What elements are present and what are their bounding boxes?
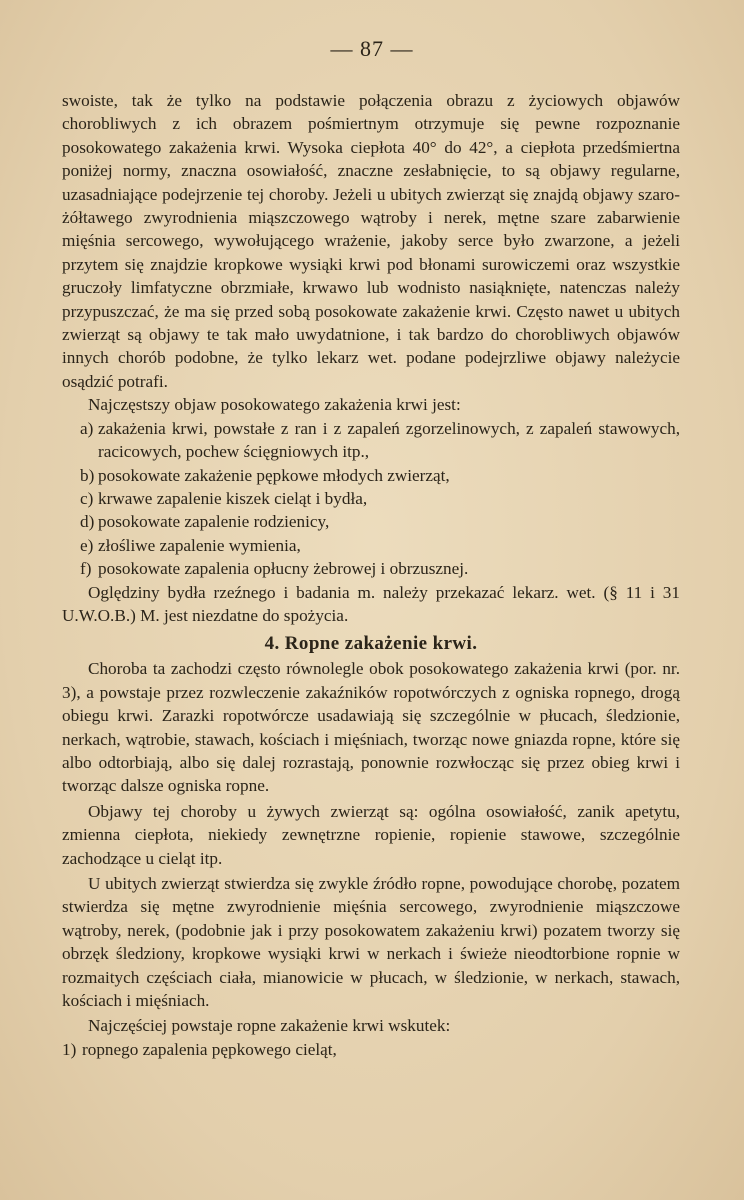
paragraph-intro: swoiste, tak że tylko na podstawie połączenia obrazu z życiowych objawów chorobliwych z ich obrazem pośmiertnym otrzymuje się pewne rozpoznanie posokowatego zakażenia krwi. Wysoka ciepłota 40° do 42°, a ciepłota przedśmiertna poniżej normy, znaczna osowiałość, znaczne zesłabnięcie, to są objawy regularne, uzasadniające podejrzenie tej choroby. Jeżeli u ubitych zwierząt się znajdą objawy szaro-żółtawego zwyrodnienia miąszczowego wątroby i nerek, mętne szare zabarwienie mięśnia sercowego, wywołującego wrażenie, jakoby serce było zwarzone, a jeżeli przytem się znajdzie kropkowe wysiąki krwi pod błonami surowiczemi oraz wszystkie gruczoły limfatyczne obrzmiałe, krwawo lub wodnisto nasiąknięte, natenczas należy przypuszczać, że ma się przed sobą posokowate zakażenie krwi. Często nawet u ubitych zwierząt są objawy te tak mało uwydatnione, i tak bardzo do chorobliwych objawów innych chorób podobne, że tylko lekarz wet. podane podejrzliwe objawy należycie osądzić potrafi. bbox=[62, 91, 680, 391]
list-item bbox=[62, 464, 680, 487]
page-number: — 87 — bbox=[330, 36, 414, 61]
cause-list bbox=[62, 1038, 680, 1061]
list-item-text: zakażenia krwi, powstałe z ran i z zapaleń zgorzelinowych, z zapaleń stawowych, racicowych, pochew ścięgniowych itp., bbox=[98, 418, 680, 462]
section-heading: 4. Ropne zakażenie krwi. bbox=[264, 633, 478, 655]
paragraph-causes-lead: Najczęściej powstaje ropne zakażenie krwi wskutek: bbox=[88, 1016, 451, 1036]
list-item bbox=[62, 1038, 680, 1061]
list-item bbox=[62, 534, 680, 557]
list-marker: c) bbox=[80, 488, 94, 508]
list-item bbox=[62, 487, 680, 510]
paragraph-live-symptoms: Objawy tej choroby u żywych zwierząt są: ogólna osowiałość, zanik apetytu, zmienna ciepłota, niekiedy zewnętrzne ropienie, ropienie stawowe, szczególnie zachodzące u cieląt itp. bbox=[62, 801, 680, 868]
list-marker: a) bbox=[80, 418, 94, 438]
list-marker: b) bbox=[80, 465, 95, 485]
paragraph-postmortem-findings: U ubitych zwierząt stwierdza się zwykle źródło ropne, powodujące chorobę, pozatem stwierdza się mętne zwyrodnienie mięśnia sercowego, zwyrodnienie miąszczowe wątroby, nerek, (podobnie jak i przy posokowatem zakażeniu krwi) pozatem tworzy się obrzęk śledziony, kropkowe wysiąki krwi w nerkach i świeże nieodtorbione ropnie w rozmaitych częściach ciała, mianowicie w płucach, w śledzionie, w nerkach, stawach, kościach i mięśniach. bbox=[62, 874, 680, 1011]
list-item-text: krwawe zapalenie kiszek cieląt i bydła, bbox=[98, 488, 368, 508]
list-marker: e) bbox=[80, 535, 94, 555]
page-body bbox=[62, 89, 680, 1061]
list-item-text: posokowate zakażenie pępkowe młodych zwierząt, bbox=[98, 465, 450, 485]
list-marker: d) bbox=[80, 512, 95, 532]
list-item-text: posokowate zapalenia opłucny żebrowej i obrzusznej. bbox=[98, 559, 469, 579]
list-item bbox=[62, 510, 680, 533]
paragraph-disease-description: Choroba ta zachodzi często równolegle obok posokowatego zakażenia krwi (por. nr. 3), a powstaje przez rozwleczenie zakaźników ropotwórczych z ogniska ropnego, drogą obiegu krwi. Zarazki ropotwórcze usadawiają się szczególnie w płucach, śledzionie, nerkach, wątrobie, stawach, kościach i mięśniach, tworząc nowe gniazda ropne, które się albo odtorbiają, albo się dalej rozrastają, ponownie rozwłocząc się przez obieg krwi i tworząc dalsze ogniska ropne. bbox=[62, 659, 680, 796]
list-marker: 1) bbox=[62, 1039, 77, 1059]
symptom-list bbox=[62, 417, 680, 581]
list-item bbox=[62, 417, 680, 464]
list-item-text: posokowate zapalenie rodzienicy, bbox=[98, 512, 330, 532]
list-item-text: złośliwe zapalenie wymienia, bbox=[98, 535, 301, 555]
paragraph-symptoms-lead: Najczęstszy objaw posokowatego zakażenia krwi jest: bbox=[88, 395, 461, 415]
list-item-text: ropnego zapalenia pępkowego cieląt, bbox=[82, 1039, 337, 1059]
paragraph-inspection: Oględziny bydła rzeźnego i badania m. należy przekazać lekarz. wet. (§ 11 i 31 U.W.O.B.) M. jest niezdatne do spożycia. bbox=[62, 582, 680, 625]
list-item bbox=[62, 557, 680, 580]
list-marker: f) bbox=[80, 559, 92, 579]
